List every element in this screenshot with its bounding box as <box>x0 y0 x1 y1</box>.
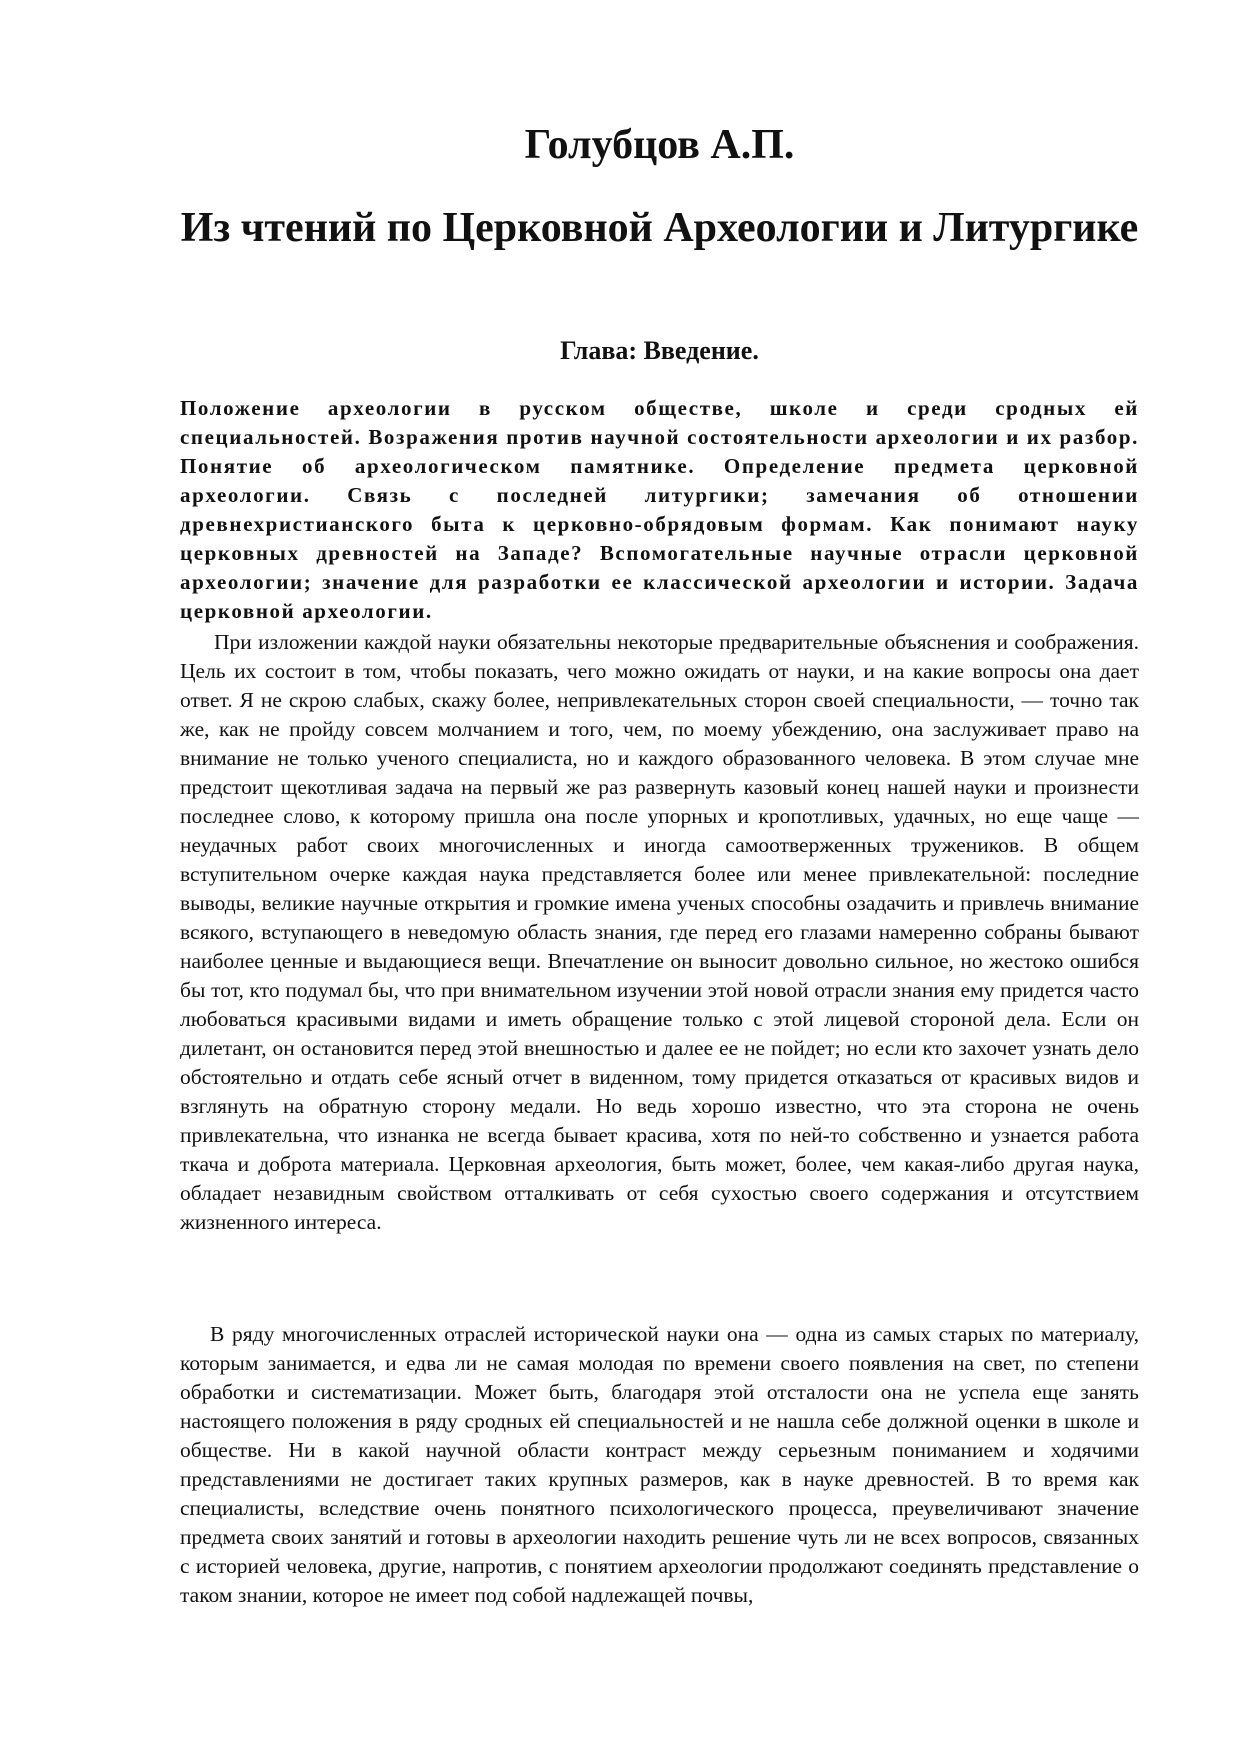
chapter-heading: Глава: Введение. <box>560 336 759 365</box>
author-heading: Голубцов А.П. <box>524 122 795 168</box>
chapter-synopsis: Положение археологии в русском обществе, школе и среди сродных ей специальностей. Возражения против научной состоятельности археологии и их разбор. Понятие об археологическом памятнике. Определение предмета церковной археологии. Связь с последней литургики; замечания об отношении древнехристианского быта к церковно-обрядовым формам. Как понимают науку церковных древностей на Западе? Вспомогательные научные отрасли церковной археологии; значение для разработки ее классической археологии и истории. Задача церковной археологии. <box>180 396 1139 623</box>
body-paragraph: При изложении каждой науки обязательны некоторые предварительные объяснения и соображения. Цель их состоит в том, чтобы показать, чего можно ожидать от науки, и на какие вопросы она дает ответ. Я не скрою слабых, скажу более, непривлекательных сторон своей специальности, — точно так же, как не пройду совсем молчанием и того, чем, по моему убеждению, она заслуживает право на внимание не только ученого специалиста, но и каждого образованного человека. В этом случае мне предстоит щекотливая задача на первый же раз развернуть казовый конец нашей науки и произнести последнее слово, к которому пришла она после упорных и кропотливых, удачных, но еще чаще — неудачных работ своих многочисленных и иногда самоотверженных тружеников. В общем вступительном очерке каждая наука представляется более или менее привлекательной: последние выводы, великие научные открытия и громкие имена ученых способны озадачить и привлечь внимание всякого, вступающего в неведомую область знания, где перед его глазами намеренно собраны бывают наиболее ценные и выдающиеся вещи. Впечатление он выносит довольно сильное, но жестоко ошибся бы тот, кто подумал бы, что при внимательном изучении этой новой отрасли знания ему придется часто любоваться красивыми видами и иметь обращение только с этой лицевой стороной дела. Если он дилетант, он остановится перед этой внешностью и далее ее не пойдет; но если кто захочет узнать дело обстоятельно и отдать себе ясный отчет в виденном, тому придется отказаться от красивых видов и взглянуть на обратную сторону медали. Но ведь хорошо известно, что эта сторона не очень привлекательна, что изнанка не всегда бывает красива, хотя по ней-то собственно и узнается работа ткача и доброта материала. Церковная археология, быть может, более, чем какая-либо другая наука, обладает незавидным свойством отталкивать от себя сухостью своего содержания и отсутствием жизненного интереса. <box>180 630 1139 1234</box>
body-paragraph: В ряду многочисленных отраслей исторической науки она — одна из самых старых по материалу, которым занимается, и едва ли не самая молодая по времени своего появления на свет, по степени обработки и систематизации. Может быть, благодаря этой отсталости она не успела еще занять настоящего положения в ряду сродных ей специальностей и не нашла себе должной оценки в школе и обществе. Ни в какой научной области контраст между серьезным пониманием и ходячими представлениями не достигает таких крупных размеров, как в науке древностей. В то время как специалисты, вследствие очень понятного психологического процесса, преувеличивают значение предмета своих занятий и готовы в археологии находить решение чуть ли не всех вопросов, связанных с историей человека, другие, напротив, с понятием археологии продолжают соединять представление о таком знании, которое не имеет под собой надлежащей почвы, <box>180 1322 1139 1607</box>
document-title: Из чтений по Церковной Археологии и Литургике <box>180 205 1139 251</box>
